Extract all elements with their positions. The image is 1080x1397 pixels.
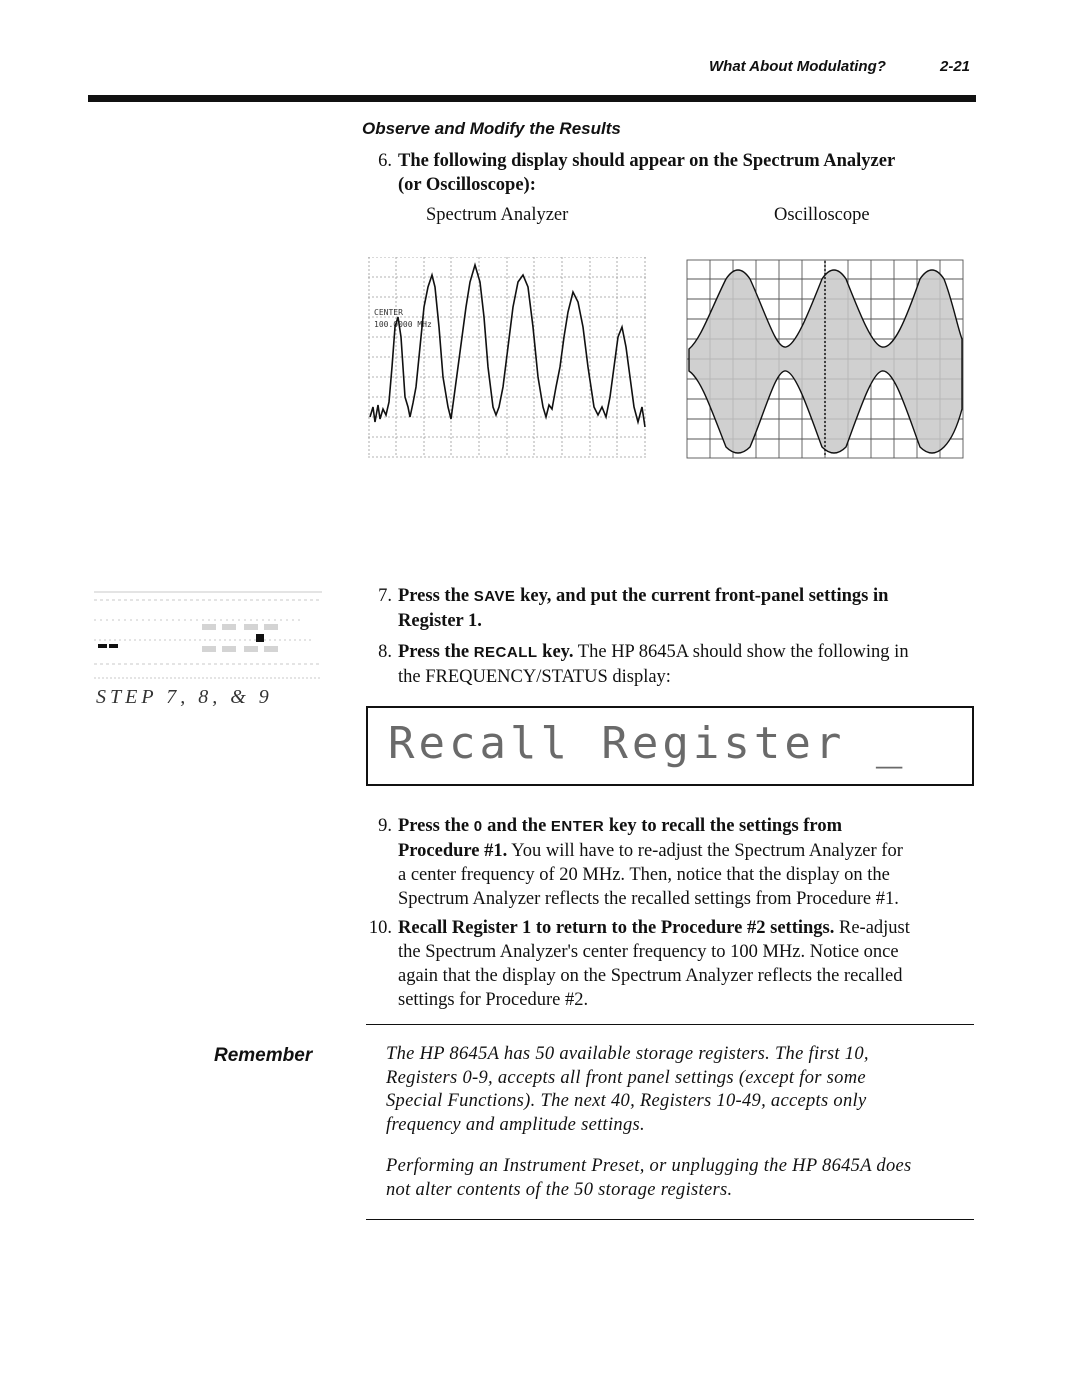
- step-9-mid: and the: [482, 816, 551, 836]
- oscilloscope-display: [686, 259, 964, 459]
- spectrum-center-label: CENTER: [374, 308, 403, 317]
- running-header-title: What About Modulating?: [709, 58, 886, 75]
- remember-paragraph-1: [386, 1043, 976, 1137]
- step-number: 10.: [368, 918, 392, 938]
- note-top-rule: [366, 1024, 974, 1025]
- note-line: Registers 0-9, accepts all front panel settings (except for some: [386, 1067, 866, 1088]
- header-rule: [88, 95, 976, 102]
- step-9-line2-bold: Procedure #1.: [398, 841, 508, 861]
- step-9-post: key to recall the settings from: [604, 816, 842, 836]
- step-10: [362, 916, 982, 1016]
- step-8: [362, 640, 982, 690]
- step-7-line2: Register 1.: [398, 611, 482, 631]
- step-10-line1-bold: Recall Register 1 to return to the Procedure #2 settings.: [398, 918, 835, 938]
- step-9: [362, 814, 982, 914]
- step-6-line2: (or Oscilloscope):: [398, 175, 536, 195]
- remember-label: Remember: [214, 1045, 313, 1066]
- step-6-line1: The following display should appear on the Spectrum Analyzer: [398, 151, 896, 171]
- step-number: 8.: [378, 642, 392, 662]
- step-6: [362, 149, 982, 199]
- step-9-pre: Press the: [398, 816, 474, 836]
- note-bottom-rule: [366, 1219, 974, 1220]
- enter-key-label: ENTER: [550, 818, 605, 835]
- zero-key-label: 0: [473, 818, 483, 835]
- step-9-line4: Spectrum Analyzer reflects the recalled settings from Procedure #1.: [398, 889, 899, 909]
- step-10-line4: settings for Procedure #2.: [398, 990, 589, 1010]
- step-number: 6.: [378, 151, 392, 171]
- spectrum-caption: Spectrum Analyzer: [426, 205, 569, 225]
- spectrum-analyzer-display: [368, 257, 646, 459]
- remember-paragraph-2: [386, 1155, 976, 1202]
- step-9-line3: a center frequency of 20 MHz. Then, notice that the display on the: [398, 865, 890, 885]
- spectrum-center-frequency: 100.0000 MHz: [374, 320, 432, 329]
- note-line: The HP 8645A has 50 available storage registers. The first 10,: [386, 1044, 869, 1064]
- section-heading: Observe and Modify the Results: [362, 119, 621, 138]
- front-panel-thumbnail: [94, 586, 322, 686]
- panel-key-save: [98, 644, 107, 648]
- panel-key-enter: [256, 634, 264, 642]
- step-number: 9.: [378, 816, 392, 836]
- oscilloscope-caption: Oscilloscope: [774, 205, 870, 225]
- step-10-line2: the Spectrum Analyzer's center frequency to 100 MHz. Notice once: [398, 942, 899, 962]
- page-number: 2-21: [940, 58, 971, 75]
- recall-key-label: RECALL: [473, 644, 538, 661]
- lcd-readout: Recall Register _: [388, 718, 907, 769]
- step-10-line1: Re-adjust: [834, 918, 910, 938]
- step-10-line3: again that the display on the Spectrum Analyzer reflects the recalled: [398, 966, 903, 986]
- panel-key-recall: [109, 644, 118, 648]
- step-7: [362, 584, 982, 634]
- step-8-line2: the FREQUENCY/STATUS display:: [398, 667, 671, 687]
- note-line: frequency and amplitude settings.: [386, 1114, 645, 1135]
- step-7-post: key, and put the current front-panel settings in: [515, 586, 889, 606]
- note-line: Performing an Instrument Preset, or unplugging the HP 8645A does: [386, 1156, 912, 1176]
- note-line: Special Functions). The next 40, Registers 10-49, accepts only: [386, 1091, 867, 1111]
- step-8-post-bold: key.: [537, 642, 574, 662]
- spectrum-trace: [370, 265, 645, 427]
- step-9-line2: You will have to re-adjust the Spectrum Analyzer for: [507, 841, 903, 861]
- step-8-post: The HP 8645A should show the following in: [573, 642, 909, 662]
- step-8-pre: Press the: [398, 642, 474, 662]
- margin-step-note: STEP 7, 8, & 9: [96, 686, 273, 708]
- frequency-status-display: [366, 706, 974, 786]
- note-line: not alter contents of the 50 storage registers.: [386, 1179, 733, 1200]
- save-key-label: SAVE: [473, 588, 516, 605]
- step-number: 7.: [378, 586, 392, 606]
- step-7-pre: Press the: [398, 586, 474, 606]
